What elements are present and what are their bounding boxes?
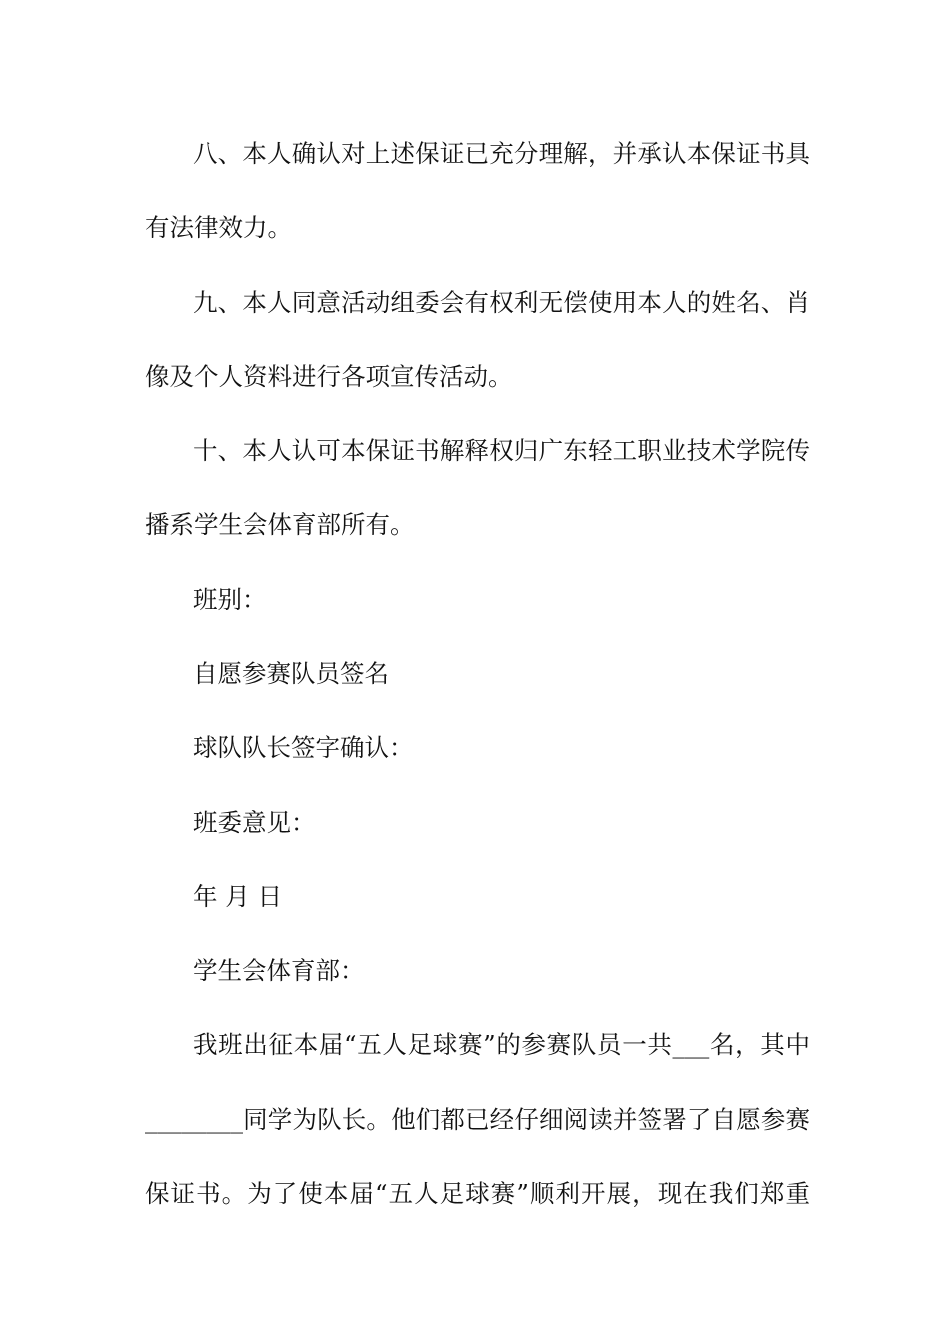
statement-line-3: 保证书。为了使本届“五人足球赛”顺利开展，现在我们郑重	[145, 1179, 810, 1208]
clause-10-line-1: 十、本人认可本保证书解释权归广东轻工职业技术学院传	[193, 436, 810, 465]
class-label: 班别：	[193, 585, 267, 614]
captain-signature-label: 球队队长签字确认：	[193, 733, 414, 762]
clause-9-line-2: 像及个人资料进行各项宣传活动。	[145, 362, 513, 391]
statement-line-1: 我班出征本届“五人足球赛”的参赛队员一共___名，其中	[193, 1030, 810, 1059]
date-line: 年 月 日	[193, 882, 283, 911]
class-committee-opinion-label: 班委意见：	[193, 808, 316, 837]
clause-8-line-1: 八、本人确认对上述保证已充分理解，并承认本保证书具	[193, 139, 810, 168]
player-signature-label: 自愿参赛队员签名	[193, 659, 389, 688]
sports-department-heading: 学生会体育部：	[193, 956, 365, 985]
statement-line-2: ________同学为队长。他们都已经仔细阅读并签署了自愿参赛	[145, 1105, 810, 1134]
clause-9-line-1: 九、本人同意活动组委会有权利无偿使用本人的姓名、肖	[193, 288, 810, 317]
clause-10-line-2: 播系学生会体育部所有。	[145, 510, 415, 539]
clause-8-line-2: 有法律效力。	[145, 213, 292, 242]
